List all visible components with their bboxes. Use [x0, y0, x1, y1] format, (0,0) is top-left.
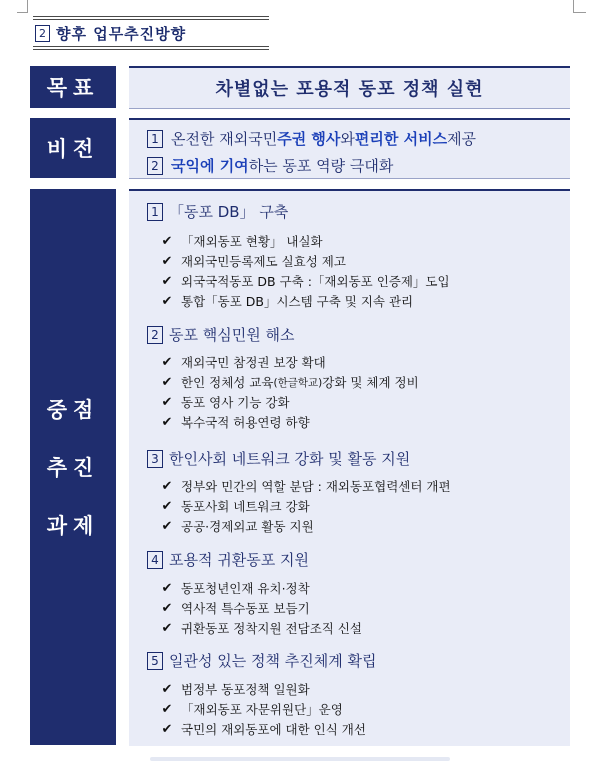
vision-emphasis: 국익에 기여 [171, 157, 249, 175]
task-group-number: 2 [147, 326, 163, 344]
header-rule [33, 49, 269, 50]
task-item-text: 역사적 특수동포 보듬기 [181, 601, 310, 616]
task-item [161, 680, 310, 698]
task-item [161, 700, 343, 718]
check-icon: ✔ [161, 721, 173, 737]
vision-emphasis: 주권 행사 [277, 130, 341, 148]
task-item-text: 복수국적 허용연령 하향 [181, 415, 310, 430]
task-item-text: 한인 정체성 교육 [181, 375, 274, 390]
goal-box [129, 66, 570, 109]
check-icon: ✔ [161, 273, 173, 289]
task-group-title [147, 324, 294, 345]
task-group-title-text: 동포 핵심민원 해소 [169, 326, 295, 344]
task-group-title [147, 201, 288, 222]
task-item-note: (한글학교) [273, 376, 323, 389]
task-item-text: 통합「동포 DB」시스템 구축 및 지속 관리 [181, 294, 414, 309]
task-item-text: 「재외동포 현황」 내실화 [181, 234, 323, 249]
check-icon: ✔ [161, 701, 173, 717]
task-group-title [147, 448, 410, 469]
tasks-label-line: 과제 [46, 514, 100, 538]
task-item [161, 292, 413, 310]
task-group-title [147, 549, 309, 570]
task-item-text: 「재외동포 자문위원단」운영 [181, 702, 343, 717]
task-group-number: 1 [147, 203, 163, 221]
task-item-text: 공공·경제외교 활동 지원 [181, 519, 314, 534]
task-item-text: 재외국민 참정권 보장 확대 [181, 355, 326, 370]
task-item [161, 599, 310, 617]
vision-text: 온전한 재외국민 [171, 130, 278, 148]
page-bottom-shadow [150, 757, 450, 761]
check-icon: ✔ [161, 681, 173, 697]
task-item-text: 범정부 동포정책 일원화 [181, 682, 310, 697]
section-title-line [35, 23, 186, 44]
task-item [161, 497, 310, 515]
header-rule [33, 19, 269, 20]
check-icon: ✔ [161, 620, 173, 636]
check-icon: ✔ [161, 600, 173, 616]
check-icon: ✔ [161, 293, 173, 309]
check-icon: ✔ [161, 478, 173, 494]
header-rule [33, 16, 269, 17]
section-title: 향후 업무추진방향 [56, 25, 187, 43]
tasks-label-line: 중점 [46, 398, 100, 422]
task-item [161, 232, 323, 250]
task-group-number: 4 [147, 551, 163, 569]
vision-emphasis: 편리한 서비스 [354, 130, 448, 148]
task-item [161, 720, 366, 738]
task-item [161, 413, 310, 431]
task-group-number: 3 [147, 450, 163, 468]
task-item-text: 외국국적동포 DB 구축 :「재외동포 인증제」도입 [181, 274, 450, 289]
page-corner-mark-left [17, 0, 28, 13]
tasks-box [129, 189, 570, 746]
task-item-text: 동포 영사 기능 강화 [181, 395, 290, 410]
vision-box [129, 118, 570, 179]
task-item [161, 517, 314, 535]
check-icon: ✔ [161, 253, 173, 269]
check-icon: ✔ [161, 414, 173, 430]
check-icon: ✔ [161, 354, 173, 370]
vision-item [147, 155, 393, 176]
vision-text: 하는 동포 역량 극대화 [248, 157, 394, 175]
task-item [161, 579, 310, 597]
task-item [161, 252, 346, 270]
task-item [161, 477, 451, 495]
vision-text: 제공 [447, 130, 477, 148]
section-number: 2 [35, 25, 50, 42]
task-item-text: 재외국민등록제도 실효성 제고 [181, 254, 346, 269]
task-group-title-text: 「동포 DB」 구축 [169, 203, 289, 221]
check-icon: ✔ [161, 580, 173, 596]
goal-label: 목표 [30, 66, 116, 108]
page-corner-mark-right [573, 0, 586, 13]
task-group-title-text: 포용적 귀환동포 지원 [169, 551, 309, 569]
header-rule [33, 46, 269, 47]
task-item-text: 귀환동포 정착지원 전담조직 신설 [181, 621, 362, 636]
task-item [161, 619, 362, 637]
task-group-title [147, 650, 376, 671]
goal-text: 차별없는 포용적 동포 정책 실현 [215, 79, 484, 100]
vision-text: 와 [340, 130, 355, 148]
check-icon: ✔ [161, 498, 173, 514]
vision-item-number: 1 [147, 130, 163, 148]
check-icon: ✔ [161, 374, 173, 390]
task-item-text: 정부와 민간의 역할 분담 : 재외동포협력센터 개편 [181, 479, 451, 494]
check-icon: ✔ [161, 233, 173, 249]
task-item [161, 272, 450, 290]
check-icon: ✔ [161, 394, 173, 410]
tasks-label [30, 189, 116, 745]
task-group-title-text: 한인사회 네트워크 강화 및 활동 지원 [169, 450, 411, 468]
task-item [161, 393, 290, 411]
check-icon: ✔ [161, 518, 173, 534]
task-item-text: 강화 및 체계 정비 [322, 375, 419, 390]
tasks-label-line: 추진 [46, 456, 100, 480]
task-group-number: 5 [147, 652, 163, 670]
vision-item-number: 2 [147, 157, 163, 175]
task-item [161, 373, 419, 391]
task-group-title-text: 일관성 있는 정책 추진체계 확립 [169, 652, 377, 670]
task-item-text: 국민의 재외동포에 대한 인식 개선 [181, 722, 366, 737]
vision-item [147, 128, 476, 149]
task-item [161, 353, 326, 371]
section-header [33, 16, 269, 50]
task-item-text: 동포사회 네트워크 강화 [181, 499, 310, 514]
task-item-text: 동포청년인재 유치·정착 [181, 581, 310, 596]
vision-label: 비전 [30, 118, 116, 178]
